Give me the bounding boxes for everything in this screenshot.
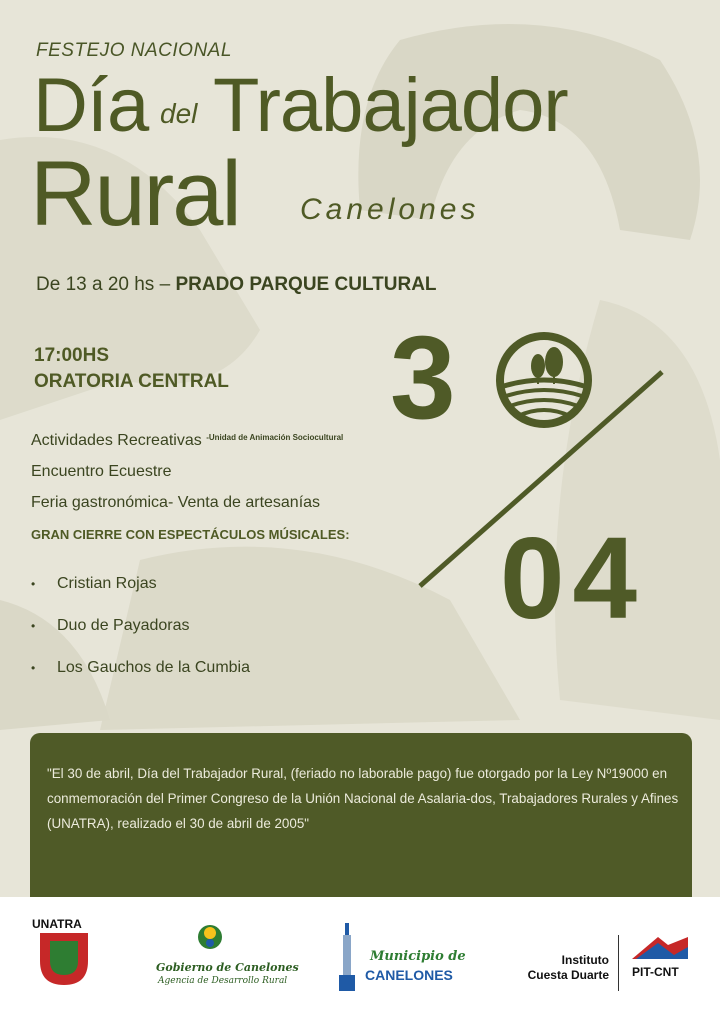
municipio-label: Municipio de	[370, 949, 466, 964]
hours-line	[36, 274, 437, 296]
footer-logos	[0, 897, 720, 1017]
quote-box	[30, 733, 692, 897]
artist-name: Cristian Rojas	[57, 575, 157, 592]
activity-item	[31, 422, 343, 456]
activity-label: Actividades Recreativas	[31, 432, 202, 449]
artist-name: Duo de Payadoras	[57, 617, 190, 634]
hours-text: De 13 a 20 hs	[36, 274, 155, 295]
bullet-icon: •	[31, 577, 36, 591]
oratoria-title: ORATORIA CENTRAL	[34, 371, 229, 392]
instituto-line1: Instituto	[561, 953, 609, 967]
activities-list	[31, 422, 343, 518]
list-item	[31, 647, 250, 689]
gobierno-logo-icon	[196, 923, 224, 957]
activity-item: Encuentro Ecuestre	[31, 463, 172, 480]
date-graphic	[380, 300, 720, 660]
artists-list	[31, 563, 250, 689]
bullet-icon: •	[31, 661, 36, 675]
list-item	[31, 605, 250, 647]
oratoria-block	[34, 343, 229, 395]
instituto-label	[514, 953, 609, 983]
title-trabajador: Trabajador	[213, 63, 568, 148]
unatra-logo-icon	[36, 933, 92, 985]
hours-separator: –	[159, 274, 171, 295]
closing-heading: GRAN CIERRE CON ESPECTÁCULOS MÚSICALES:	[31, 527, 350, 542]
artist-name: Los Gauchos de la Cumbia	[57, 659, 250, 676]
title-place: Canelones	[300, 193, 480, 226]
title-del: del	[160, 98, 198, 129]
bullet-icon: •	[31, 619, 36, 633]
gobierno-label: Gobierno de Canelones	[156, 961, 299, 974]
unatra-label: UNATRA	[32, 917, 82, 931]
canelones-label: CANELONES	[365, 967, 453, 983]
title-rural: Rural	[30, 143, 240, 245]
title-dia: Día	[33, 63, 149, 148]
pitcnt-label: PIT-CNT	[632, 965, 679, 979]
monument-icon	[338, 923, 356, 991]
activity-item: Feria gastronómica- Venta de artesanías	[31, 494, 321, 511]
date-month: 04	[500, 513, 646, 643]
quote-text: "El 30 de abril, Día del Trabajador Rural, (feriado no laborable pago) fue otorgado por la Ley Nº19000 en conmemoración del Primer Congreso de la Unión Nacional de Asalaria-dos, Trabajadores Rurales y Afines (UNATRA), realizado el 30 de abril de 2005"	[47, 766, 679, 831]
oratoria-time: 17:00HS	[34, 345, 109, 366]
landscape-icon	[500, 336, 588, 424]
pitcnt-logo-icon	[628, 933, 692, 963]
footer-divider	[618, 935, 619, 991]
activity-note: -Unidad de Animación Sociocultural	[206, 433, 344, 442]
venue-text: PRADO PARQUE CULTURAL	[175, 274, 437, 295]
list-item	[31, 563, 250, 605]
kicker-text: FESTEJO NACIONAL	[36, 40, 232, 61]
date-day: 3	[390, 312, 456, 444]
instituto-line2: Cuesta Duarte	[527, 968, 609, 982]
agencia-label: Agencia de Desarrollo Rural	[158, 976, 288, 986]
